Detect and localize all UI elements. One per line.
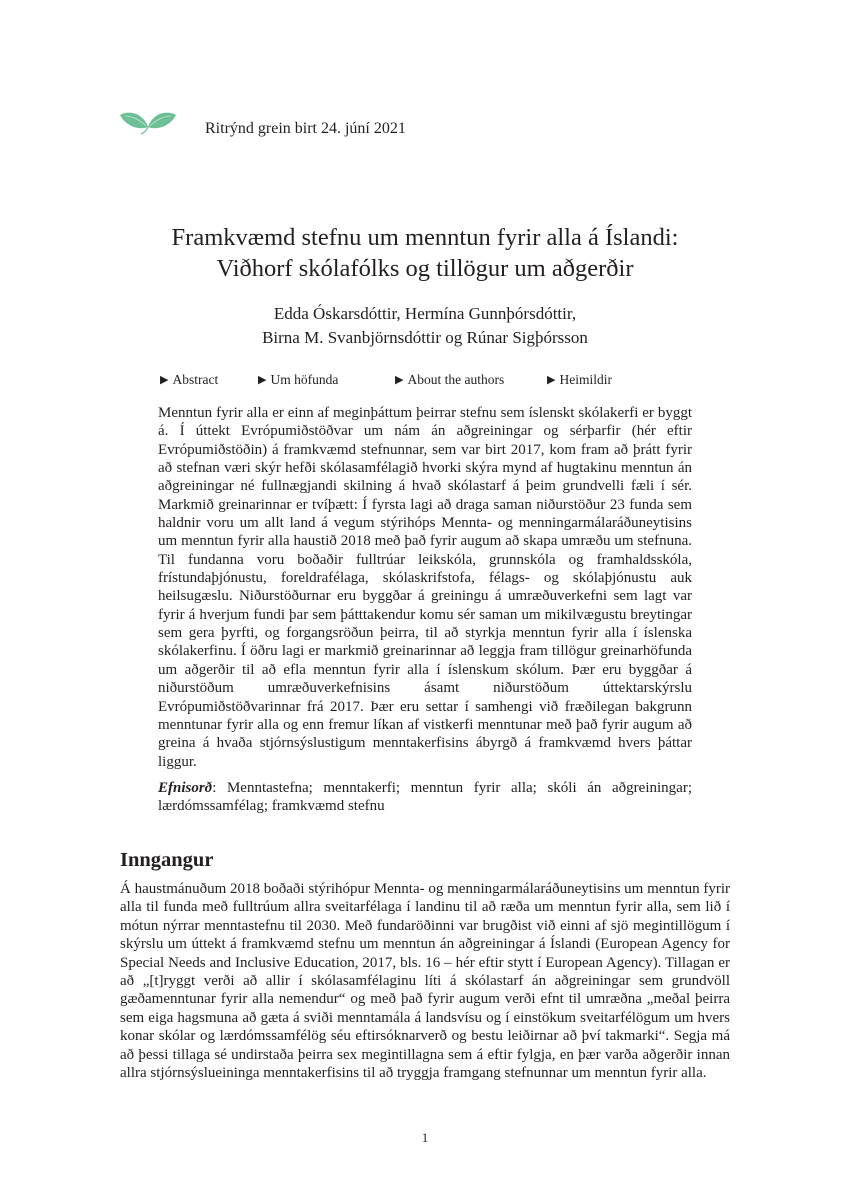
article-title	[100, 222, 750, 284]
page-number: 1	[421, 1130, 429, 1145]
abstract-text: Menntun fyrir alla er einn af meginþáttum þeirrar stefnu sem íslenskt skólakerfi er byggt á. Í úttekt Evrópumiðstöðvar um nám án aðgreiningar og sérþarfir (hér eftir Evrópumiðstöðin) á framkvæmd stefnunnar, sem var birt 2017, kom fram að þrátt fyrir að stefnan væri skýr hefði skólasamfélagið hvorki skýra mynd af hugtakinu menntun án aðgreiningar né fullnægjandi skilning á hvað skólastarf á þeim grundvelli fæli í sér. Markmið greinarinnar er tvíþætt: Í fyrsta lagi að draga saman niðurstöður 23 funda sem haldnir voru um allt land á vegum stýrihóps Mennta- og menningarmálaráðuneytisins um menntun fyrir alla haustið 2018 með það fyrir augum að skapa umræðu um stefnuna. Til fundanna voru boðaðir fulltrúar leikskóla, grunnskóla og framhaldsskóla, frístundaþjónustu, foreldrafélaga, skólaskrifstofa, félags- og skólaþjónustu auk heilsugæslu. Niðurstöðurnar eru byggðar á greiningu á umræðuverkefni sem lagt var fyrir á hverjum fundi þar sem þátttakendur komu sér saman um mikilvægustu breytingar sem gera þyrfti, og forgangsröðun þeirra, til að styrkja menntun fyrir alla í íslenska skólakerfinu. Í öðru lagi er markmið greinarinnar að leggja fram tillögur greinarhöfunda um aðgerðir til að efla menntun fyrir alla í íslenskum skólum. Þær eru byggðar á niðurstöðum umræðuverkefnisins ásamt niðurstöðum úttektarskýrslu Evrópumiðstöðvarinnar frá 2017. Þær eru settar í samhengi við fræðilegan bakgrunn menntunar fyrir alla og enn fremur líkan af vistkerfi menntunar með það fyrir augum að greina á hvaða stjórnsýslustigum menntakerfisins ábyrgð á framkvæmd hvers þáttar liggur.	[158, 405, 692, 770]
section-heading: Inngangur	[120, 849, 214, 871]
nav-link-heimildir[interactable]: ▶ Heimildir	[547, 372, 612, 387]
triangle-right-icon: ▶	[160, 374, 169, 386]
keywords-label: Efnisorð	[158, 780, 213, 796]
keywords-text: : Menntastefna; menntakerfi; menntun fyrir alla; skóli án aðgreiningar; lærdómssamfélag; framkvæmd stefnu	[158, 780, 692, 815]
intro-paragraph: Á haustmánuðum 2018 boðaði stýrihópur Mennta- og menningarmálaráðuneytisins um menntun fyrir alla til funda með fulltrúum allra sveitarfélaga í landinu til að ræða um menntun fyrir alla, sem lið í mótun nýrrar menntastefnu til 2030. Með fundaröðinni var brugðist við einni af sjö megintillögum í skýrslu um úttekt á framkvæmd stefnu um menntun án aðgreiningar á Íslandi (European Agency for Special Needs and Inclusive Education, 2017, bls. 16 – hér eftir stytt í European Agency). Tillagan er að „[t]ryggt verði að allir í skólasamfélaginu líti á skólastarf án aðgreiningar sem grundvöll gæðamenntunar fyrir alla nemendur“ og með það fyrir augum verði efnt til umræðna „meðal þeirra sem eiga hagsmuna að gæta á sviði menntamála á landsvísu og í einstökum sveitarfélögum um hvers konar skólar og lærdómssamfélög séu eftirsóknarverð og bestu leiðirnar að því takmarki“. Segja má að þessi tillaga sé undirstaða þeirra sex megintillagna sem á eftir fylgja, en þær varða aðgerðir innan allra stjórnsýslueininga menntakerfisins til að tryggja framgang stefnunnar um menntun fyrir alla.	[120, 881, 730, 1082]
nav-link-about-the-authors[interactable]: ▶ About the authors	[395, 372, 505, 387]
nav-link-um-hofunda[interactable]: ▶ Um höfunda	[258, 372, 339, 387]
leaf-logo-icon	[118, 106, 178, 136]
article-title-line: Viðhorf skólafólks og tillögur um aðgerðir	[216, 255, 634, 282]
nav-link-abstract[interactable]: ▶ Abstract	[160, 372, 219, 387]
author-line: Birna M. Svanbjörnsdóttir og Rúnar Sigþórsson	[262, 328, 588, 347]
triangle-right-icon: ▶	[547, 374, 556, 386]
author-list	[100, 302, 750, 350]
article-title-line: Framkvæmd stefnu um menntun fyrir alla á Íslandi:	[171, 224, 679, 251]
keywords	[158, 779, 692, 816]
article-nav	[0, 372, 850, 390]
published-date: Ritrýnd grein birt 24. júní 2021	[205, 120, 406, 137]
author-line: Edda Óskarsdóttir, Hermína Gunnþórsdóttir,	[273, 304, 577, 323]
triangle-right-icon: ▶	[395, 374, 404, 386]
triangle-right-icon: ▶	[258, 374, 267, 386]
